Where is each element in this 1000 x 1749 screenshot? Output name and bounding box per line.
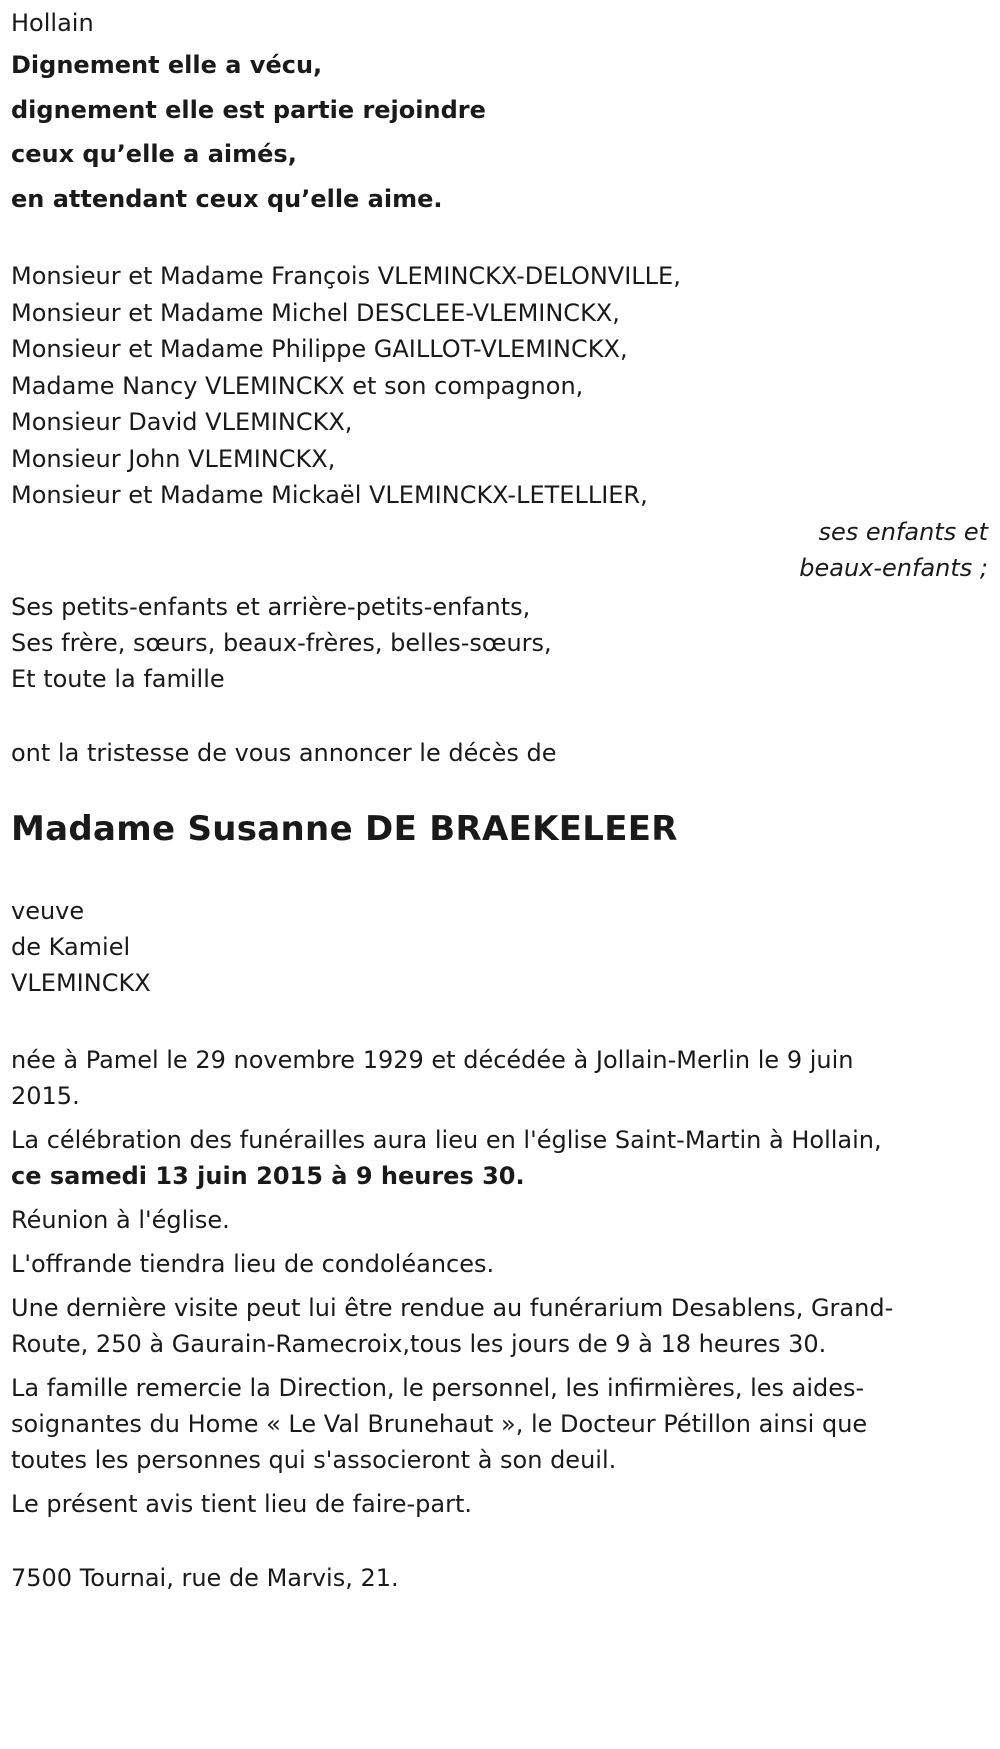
ceremony-time: ce samedi 13 juin 2015 à 9 heures 30. [11, 1161, 525, 1190]
family-member: Monsieur et Madame François VLEMINCKX-DELONVILLE, [11, 262, 681, 290]
widow-line: de Kamiel [11, 932, 131, 961]
family-list [11, 258, 1000, 514]
deceased-name: Madame Susanne DE BRAEKELEER [11, 808, 678, 849]
family-role [11, 514, 1000, 586]
role-line: beaux-enfants ; [799, 553, 988, 582]
family-member: Monsieur et Madame Michel DESCLEE-VLEMINCKX, [11, 298, 620, 327]
family-member: Monsieur et Madame Mickaël VLEMINCKX-LETELLIER, [11, 481, 648, 509]
quote-line: dignement elle est partie rejoindre [11, 95, 486, 124]
role-line: ses enfants et [818, 517, 988, 546]
offering-info: L'offrande tiendra lieu de condoléances. [11, 1249, 495, 1278]
notice-info: Le présent avis tient lieu de faire-part. [11, 1489, 473, 1518]
visit-info: Une dernière visite peut lui être rendue au funérarium Desablens, Grand-Route, 250 à Gaurain-Ramecroix,tous les jours de 9 à 18 heures 30. [11, 1293, 894, 1358]
quote-block [11, 43, 1000, 221]
quote-line: Dignement elle a vécu, [11, 51, 323, 79]
birth-death-info: née à Pamel le 29 novembre 1929 et décédée à Jollain-Merlin le 9 juin 2015. [11, 1045, 854, 1110]
address: 7500 Tournai, rue de Marvis, 21. [11, 1563, 399, 1592]
kin-line: Et toute la famille [11, 664, 225, 693]
ceremony-place: La célébration des funérailles aura lieu en l'église Saint-Martin à Hollain, [11, 1125, 882, 1154]
widow-line: veuve [11, 896, 85, 925]
family-member: Monsieur et Madame Philippe GAILLOT-VLEMINCKX, [11, 335, 628, 363]
family-member: Monsieur David VLEMINCKX, [11, 408, 353, 436]
quote-line: en attendant ceux qu’elle aime. [11, 184, 443, 213]
quote-line: ceux qu’elle a aimés, [11, 140, 297, 168]
details [11, 1042, 911, 1522]
family-member: Monsieur John VLEMINCKX, [11, 444, 336, 473]
meeting-info: Réunion à l'église. [11, 1205, 230, 1234]
widow-block [11, 893, 1000, 1001]
widow-line: VLEMINCKX [11, 968, 151, 997]
kin-line: Ses petits-enfants et arrière-petits-enfants, [11, 592, 531, 621]
ceremony-info [11, 1122, 911, 1194]
announcement: ont la tristesse de vous annoncer le décès de [11, 738, 557, 767]
location: Hollain [11, 9, 94, 37]
family-member: Madame Nancy VLEMINCKX et son compagnon, [11, 371, 584, 400]
kin-list [11, 589, 1000, 697]
thanks-info: La famille remercie la Direction, le personnel, les infirmières, les aides-soignantes du Home « Le Val Brunehaut », le Docteur Pétillon ainsi que toutes les personnes qui s'associeront à son deuil. [11, 1373, 868, 1474]
kin-line: Ses frère, sœurs, beaux-frères, belles-sœurs, [11, 628, 552, 657]
obituary-notice [0, 3, 1000, 1596]
